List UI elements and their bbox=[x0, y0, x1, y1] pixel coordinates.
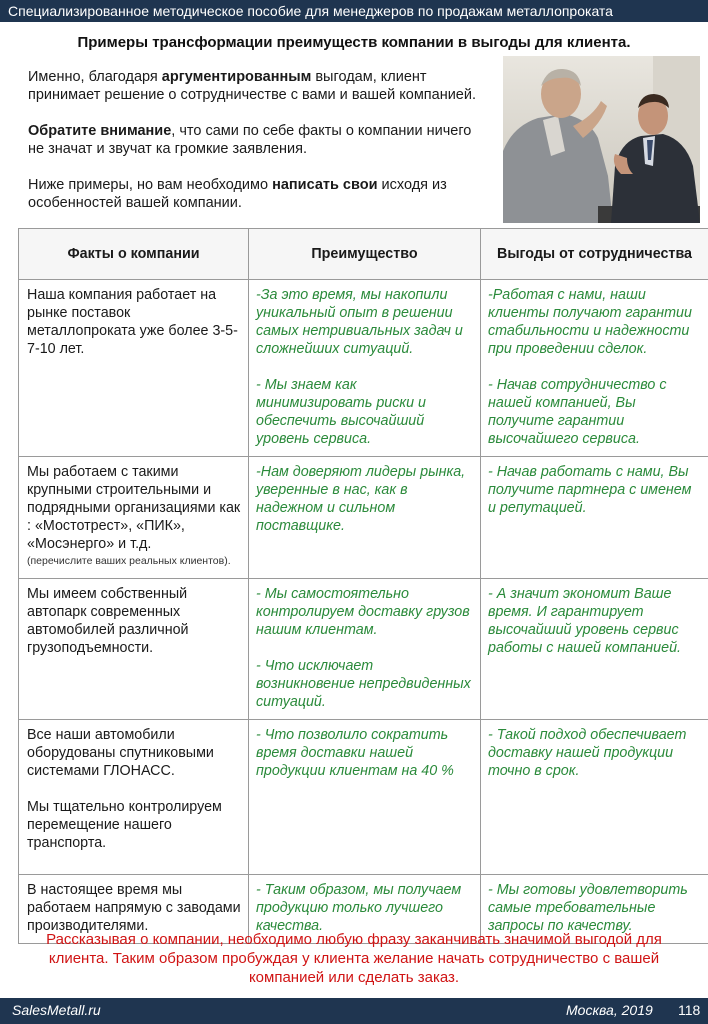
fact-note: (перечислите ваших реальных клиентов). bbox=[27, 555, 231, 567]
business-meeting-photo bbox=[503, 56, 700, 223]
benefit-cell: - Такой подход обеспечивает доставку нашей продукции точно в срок. bbox=[481, 720, 708, 875]
column-header-advantage: Преимущество bbox=[249, 229, 481, 280]
intro-paragraph-2: Обратите внимание, что сами по себе факты о компании ничего не значат и звучат ка громкие заявления. bbox=[28, 123, 472, 157]
advantage-cell: -Нам доверяют лидеры рынка, уверенные в нас, как в надежном и сильном поставщике. bbox=[249, 457, 481, 579]
benefit-cell: - Мы готовы удовлетворить самые требовательные запросы по качеству. bbox=[481, 875, 708, 944]
intro-text bbox=[28, 68, 483, 230]
benefit-cell: -Работая с нами, наши клиенты получают гарантии стабильности и надежности при проведении сделок. - Начав сотрудничество с нашей компанией, Вы получите гарантии высочайшего сервиса. bbox=[481, 280, 708, 457]
column-header-facts: Факты о компании bbox=[19, 229, 249, 280]
advantage-cell: - Что позволило сократить время доставки нашей продукции клиентам на 40 % bbox=[249, 720, 481, 875]
column-header-benefits: Выгоды от сотрудничества bbox=[481, 229, 708, 280]
conclusion-text: Рассказывая о компании, необходимо любую фразу заканчивать значимой выгодой для клиента. Таким образом пробуждая у клиента желание начать сотрудничество с вашей компанией или сделать заказ. bbox=[46, 931, 662, 986]
fact-cell: Мы имеем собственный автопарк современных автомобилей различной грузоподъемности. bbox=[19, 579, 249, 720]
footer-bar bbox=[0, 998, 708, 1024]
fact-cell: Все наши автомобили оборудованы спутниковыми системами ГЛОНАСС. Мы тщательно контролируем перемещение нашего транспорта. bbox=[19, 720, 249, 875]
header-title: Специализированное методическое пособие для менеджеров по продажам металлопроката bbox=[8, 3, 613, 19]
facts-table bbox=[18, 228, 708, 944]
benefit-cell: - Начав работать с нами, Вы получите партнера с именем и репутацией. bbox=[481, 457, 708, 579]
page-number: 118 bbox=[678, 1002, 701, 1018]
table-row bbox=[19, 720, 708, 875]
table-row bbox=[19, 280, 708, 457]
intro-paragraph-1: Именно, благодаря аргументированным выгодам, клиент принимает решение о сотрудничестве с вами и вашей компанией. bbox=[28, 69, 476, 103]
advantage-cell: - Таким образом, мы получаем продукцию только лучшего качества. bbox=[249, 875, 481, 944]
table-row bbox=[19, 579, 708, 720]
table-row bbox=[19, 457, 708, 579]
advantage-cell: -За это время, мы накопили уникальный опыт в решении самых нетривиальных задач и сложнейших ситуаций. - Мы знаем как минимизировать риски и обеспечить высочайший уровень сервиса. bbox=[249, 280, 481, 457]
footer-site-link[interactable]: SalesMetall.ru bbox=[12, 1002, 101, 1018]
advantage-cell: - Мы самостоятельно контролируем доставку грузов нашим клиентам. - Что исключает возникновение непредвиденных ситуаций. bbox=[249, 579, 481, 720]
benefit-cell: - А значит экономит Ваше время. И гарантирует высочайший уровень сервис работы с нашей компанией. bbox=[481, 579, 708, 720]
table-header-row bbox=[19, 229, 708, 280]
intro-paragraph-3: Ниже примеры, но вам необходимо написать свои исходя из особенностей вашей компании. bbox=[28, 177, 447, 211]
page-title: Примеры трансформации преимуществ компании в выгоды для клиента. bbox=[77, 34, 631, 51]
fact-cell: В настоящее время мы работаем напрямую с заводами производителями. bbox=[19, 875, 249, 944]
fact-cell: Наша компания работает на рынке поставок металлопроката уже более 3-5-7-10 лет. bbox=[19, 280, 249, 457]
fact-cell: Мы работаем с такими крупными строительными и подрядными организациями как : «Мостотрест», «ПИК», «Мосэнерго» и т.д. (перечислите ваших реальных клиентов). bbox=[19, 457, 249, 579]
footer-city-year: Москва, 2019 bbox=[566, 1002, 653, 1018]
header-bar bbox=[0, 0, 708, 22]
